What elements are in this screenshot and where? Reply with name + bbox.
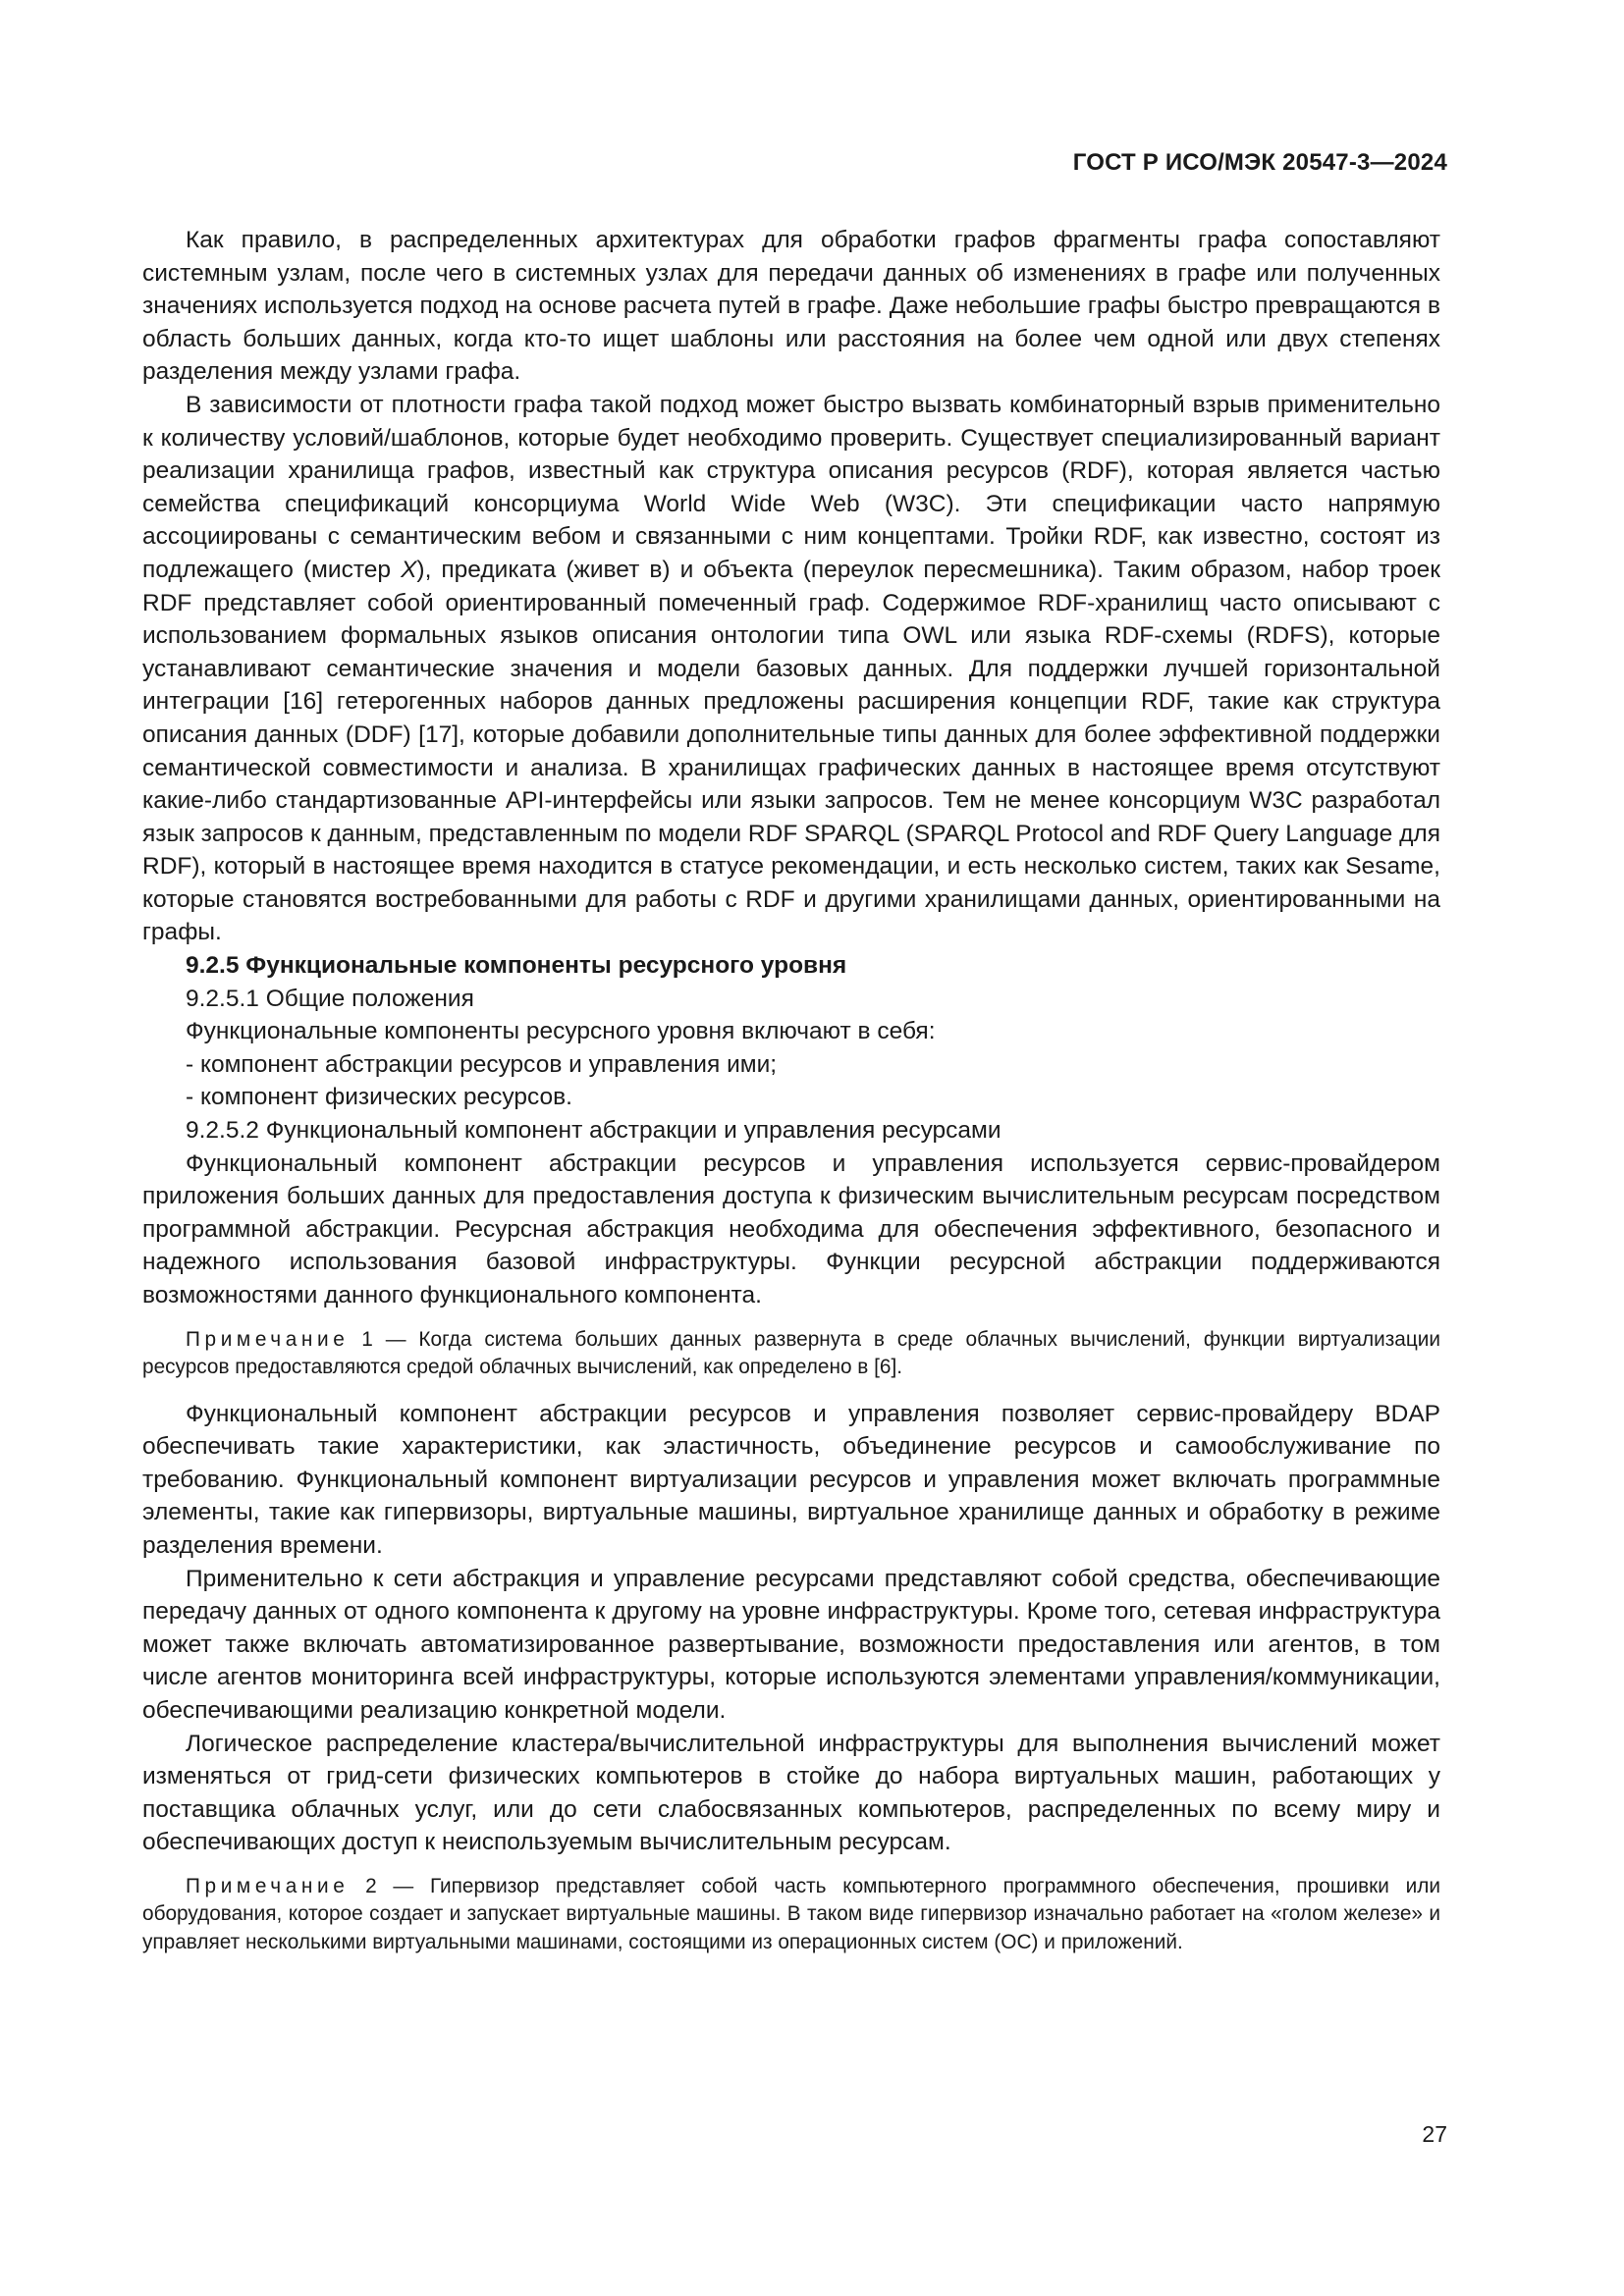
note-1-label: Примечание: [186, 1327, 350, 1351]
paragraph-resource-abstraction: Функциональный компонент абстракции ресурсов и управления используется сервис-провайдером приложения больших данных для предоставления доступа к физическим вычислительным ресурсам посредством программной абстракции. Ресурсная абстракция необходима для обеспечения эффективного, безопасного и надежного использования базовой инфраструктуры. Функции ресурсной абстракции поддерживаются возможностями данного функционального компонента.: [142, 1149, 1440, 1308]
note-2-label: Примечание: [186, 1874, 350, 1897]
list-item: - компонент абстракции ресурсов и управления ими;: [186, 1050, 778, 1078]
paragraph-rdf-part1: В зависимости от плотности графа такой подход может быстро вызвать комбинаторный взрыв применительно к количеству условий/шаблонов, которые будет необходимо проверить. Существует специализированный вариант реализации хранилища графов, известный как структура описания ресурсов (RDF), которая является частью семейства спецификаций консорциума World Wide Web (W3C). Эти спецификации часто напрямую ассоциированы с семантическим вебом и связанными с ним концептами. Тройки RDF, как известно, состоят из подлежащего (мистер: [142, 391, 1440, 583]
paragraph-bdap-characteristics: Функциональный компонент абстракции ресурсов и управления позволяет сервис-провайдеру BDAP обеспечивать такие характеристики, как эластичность, объединение ресурсов и самообслуживание по требованию. Функциональный компонент виртуализации ресурсов и управления может включать программные элементы, такие как гипервизоры, виртуальные машины, виртуальное хранилище данных и обработку в режиме разделения времени.: [142, 1400, 1440, 1559]
paragraph-rdf-italic-x: X: [401, 556, 417, 583]
note-1: [142, 1326, 1440, 1382]
section-heading-9-2-5: 9.2.5 Функциональные компоненты ресурсного уровня: [186, 952, 847, 980]
list-item: - компонент физических ресурсов.: [186, 1084, 572, 1111]
note-2: [142, 1873, 1440, 1957]
paragraph-graph-architectures: Как правило, в распределенных архитектурах для обработки графов фрагменты графа сопоставляют системным узлам, после чего в системных узлах для передачи данных об изменениях в графе или полученных значениях используется подход на основе расчета путей в графе. Даже небольшие графы быстро превращаются в область больших данных, когда кто-то ищет шаблоны или расстояния на более чем одной или двух степенях разделения между узлами графа.: [142, 227, 1440, 386]
paragraph-rdf-part2: ), предиката (живет в) и объекта (переулок пересмешника). Таким образом, набор троек RDF представляет собой ориентированный помеченный граф. Содержимое RDF-хранилищ часто описывают с использованием формальных языков описания онтологии типа OWL или языка RDF-схемы (RDFS), которые устанавливают семантические значения и модели базовых данных. Для поддержки лучшей горизонтальной интеграции [16] гетерогенных наборов данных предложены расширения концепции RDF, такие как структура описания данных (DDF) [17], которые добавили дополнительные типы данных для более эффективной поддержки семантической совместимости и анализа. В хранилищах графических данных в настоящее время отсутствуют какие-либо стандартизованные API-интерфейсы или языки запросов. Тем не менее консорциум W3C разработал язык запросов к данным, представленным по модели RDF SPARQL (SPARQL Protocol and RDF Query Language для RDF), который в настоящее время находится в статусе рекомендации, и есть несколько систем, таких как Sesame, которые становятся востребованными для работы с RDF и другими хранилищами данных, ориентированными на графы.: [142, 556, 1440, 946]
subsection-heading-9-2-5-1: 9.2.5.1 Общие положения: [186, 985, 474, 1012]
subsection-heading-9-2-5-2: 9.2.5.2 Функциональный компонент абстракции и управления ресурсами: [186, 1117, 1001, 1145]
document-code-header: ГОСТ Р ИСО/МЭК 20547-3—2024: [1072, 149, 1447, 176]
note-2-text: 2 — Гипервизор представляет собой часть компьютерного программного обеспечения, прошивки или оборудования, которое создает и запускает виртуальные машины. В таком виде гипервизор изначально работает на «голом железе» и управляет несколькими виртуальными машинами, состоящими из операционных систем (ОС) и приложений.: [142, 1874, 1440, 1953]
page-number: 27: [1422, 2121, 1447, 2147]
note-1-text: 1 — Когда система больших данных развернута в среде облачных вычислений, функции виртуализации ресурсов предоставляются средой облачных вычислений, как определено в [6].: [142, 1327, 1440, 1379]
paragraph-cluster-distribution: Логическое распределение кластера/вычислительной инфраструктуры для выполнения вычислений может изменяться от грид-сети физических компьютеров в стойке до набора виртуальных машин, работающих у поставщика облачных услуг, или до сети слабосвязанных компьютеров, распределенных по всему миру и обеспечивающих доступ к неиспользуемым вычислительным ресурсам.: [142, 1730, 1440, 1856]
document-body: [142, 224, 1440, 1972]
paragraph-rdf: [142, 389, 1440, 949]
paragraph-network-abstraction: Применительно к сети абстракция и управление ресурсами представляют собой средства, обеспечивающие передачу данных от одного компонента к другому на уровне инфраструктуры. Кроме того, сетевая инфраструктура может также включать автоматизированное развертывание, возможности предоставления или агентов, в том числе агентов мониторинга всей инфраструктуры, которые используются элементами управления/коммуникации, обеспечивающими реализацию конкретной модели.: [142, 1565, 1440, 1724]
list-intro: Функциональные компоненты ресурсного уровня включают в себя:: [186, 1018, 936, 1045]
